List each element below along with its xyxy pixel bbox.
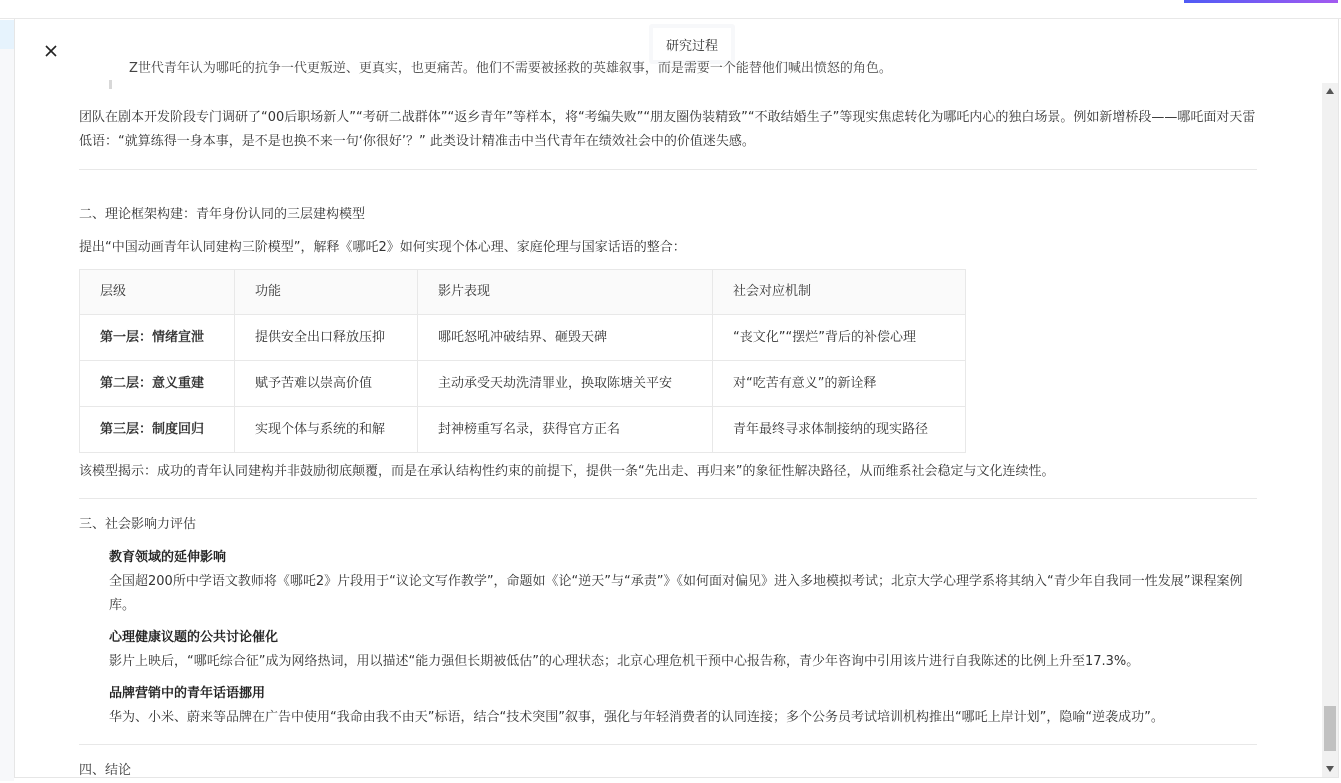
divider — [79, 169, 1257, 170]
column-header: 层级 — [80, 270, 235, 315]
table-cell: “丧文化”“摆烂”背后的补偿心理 — [713, 315, 966, 361]
table-cell: 哪吒怒吼冲破结界、砸毁天碑 — [418, 315, 713, 361]
close-icon — [42, 42, 60, 60]
impact-item-body: 影片上映后，“哪吒综合征”成为网络热词，用以描述“能力强但长期被低估”的心理状态；北京心理危机干预中心报告称，青少年咨询中引用该片进行自我陈述的比例上升至17.3%。 — [109, 654, 1140, 669]
impact-item-title: 品牌营销中的青年话语挪用 — [109, 686, 266, 701]
table-cell-level: 第三层：制度回归 — [80, 407, 235, 453]
table-cell: 主动承受天劫洗清罪业，换取陈塘关平安 — [418, 361, 713, 407]
report-content[interactable] — [79, 61, 1257, 778]
table-cell: 封神榜重写名录，获得官方正名 — [418, 407, 713, 453]
left-sidebar-edge — [0, 20, 14, 781]
divider — [79, 498, 1257, 499]
table-header-row — [80, 270, 966, 315]
column-header: 影片表现 — [418, 270, 713, 315]
research-process-modal — [14, 19, 1339, 778]
blockquote-bar — [109, 80, 112, 89]
scroll-up-arrow-icon — [1326, 88, 1334, 94]
vertical-scrollbar[interactable] — [1322, 83, 1338, 777]
impact-item-education — [109, 546, 1259, 618]
model-conclusion: 该模型揭示：成功的青年认同建构并非鼓励彻底颠覆，而是在承认结构性约束的前提下，提供一条“先出走、再归来”的象征性解决路径，从而维系社会稳定与文化连续性。 — [79, 464, 1055, 479]
impact-item-title: 教育领域的延伸影响 — [109, 550, 227, 565]
team-research-paragraph: 团队在剧本开发阶段专门调研了“00后职场新人”“考研二战群体”“返乡青年”等样本，将“考编失败”“朋友圈伪装精致”“不敢结婚生子”等现实焦虑转化为哪吒内心的独白场景。例如新增桥段——哪吒面对天雷低语：“就算练得一身本事，是不是也换不来一句‘你很好’？” 此类设计精准击中当代青年在绩效社会中的价值迷失感。 — [79, 110, 1256, 149]
three-layer-model-table — [79, 269, 966, 453]
scroll-down-button[interactable] — [1322, 761, 1338, 777]
modal-title: 研究过程 — [653, 28, 731, 60]
close-button[interactable] — [42, 42, 60, 60]
table-row — [80, 361, 966, 407]
table-cell-level: 第一层：情绪宣泄 — [80, 315, 235, 361]
section-2-title: 二、理论框架构建：青年身份认同的三层建构模型 — [79, 207, 366, 222]
table-cell: 对“吃苦有意义”的新诠释 — [713, 361, 966, 407]
impact-item-body: 全国超200所中学语文教师将《哪吒2》片段用于“议论文写作教学”，命题如《论“逆天”与“承责”》《如何面对偏见》进入多地模拟考试；北京大学心理学系将其纳入“青少年自我同一性发展”课程案例库。 — [109, 574, 1243, 613]
scrollbar-thumb[interactable] — [1324, 706, 1336, 751]
section-4-title: 四、结论 — [79, 763, 132, 778]
scroll-up-button[interactable] — [1322, 83, 1338, 99]
table-cell: 提供安全出口释放压抑 — [235, 315, 418, 361]
table-cell: 青年最终寻求体制接纳的现实路径 — [713, 407, 966, 453]
sidebar-active-highlight — [0, 20, 14, 49]
top-bar — [0, 0, 1341, 19]
blockquote-cut-off — [109, 61, 1209, 91]
section-2-intro: 提出“中国动画青年认同建构三阶模型”，解释《哪吒2》如何实现个体心理、家庭伦理与国家话语的整合： — [79, 240, 686, 255]
table-row — [80, 315, 966, 361]
blockquote-text: Z世代青年认为哪吒的抗争一代更叛逆、更真实，也更痛苦。他们不需要被拯救的英雄叙事，而是需要一个能替他们喊出愤怒的角色。 — [129, 61, 892, 76]
impact-item-body: 华为、小米、蔚来等品牌在广告中使用“我命由我不由天”标语，结合“技术突围”叙事，强化与年轻消费者的认同连接；多个公务员考试培训机构推出“哪吒上岸计划”，隐喻“逆袭成功”。 — [109, 710, 1164, 725]
impact-item-mental-health — [109, 626, 1259, 674]
table-cell-level: 第二层：意义重建 — [80, 361, 235, 407]
table-row — [80, 407, 966, 453]
impact-item-brand-marketing — [109, 682, 1259, 730]
column-header: 社会对应机制 — [713, 270, 966, 315]
table-cell: 赋予苦难以崇高价值 — [235, 361, 418, 407]
scroll-down-arrow-icon — [1326, 766, 1334, 772]
section-3-title: 三、社会影响力评估 — [79, 517, 197, 532]
divider — [79, 744, 1257, 745]
impact-item-title: 心理健康议题的公共讨论催化 — [109, 630, 279, 645]
column-header: 功能 — [235, 270, 418, 315]
accent-progress-bar — [1184, 0, 1338, 3]
table-cell: 实现个体与系统的和解 — [235, 407, 418, 453]
